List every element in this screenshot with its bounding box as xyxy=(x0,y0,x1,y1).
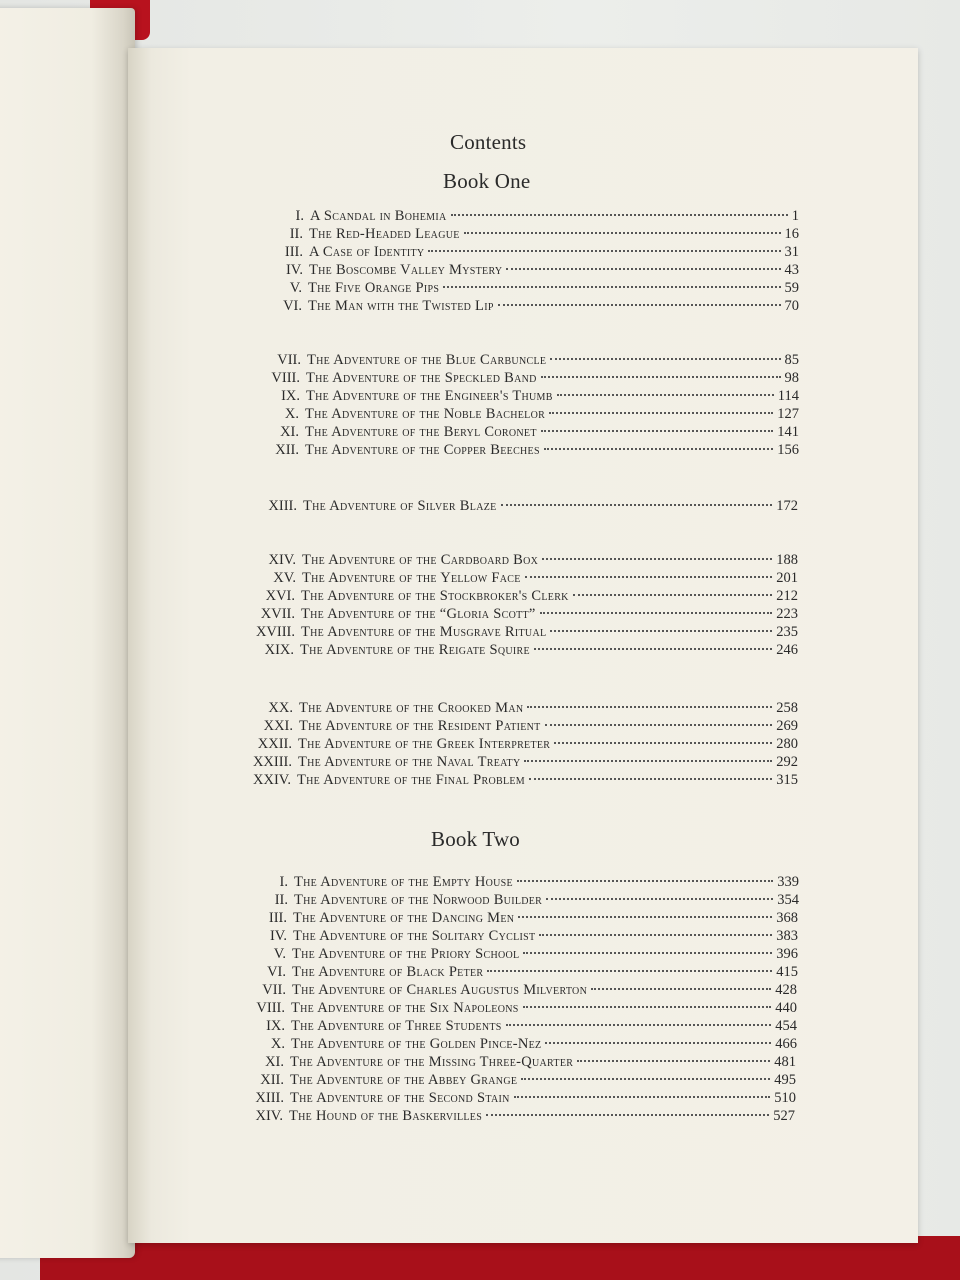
toc-dot-leader xyxy=(486,1114,769,1116)
toc-entry-page-number: 440 xyxy=(775,1000,797,1016)
toc-entry-page-number: 315 xyxy=(776,772,798,788)
toc-entry xyxy=(257,735,798,753)
toc-entry-page-number: 59 xyxy=(784,280,799,296)
toc-entry xyxy=(268,909,798,927)
toc-dot-leader xyxy=(525,576,773,578)
toc-entry-numeral: IX. xyxy=(281,388,300,404)
toc-entry xyxy=(266,1017,797,1035)
toc-dot-leader xyxy=(506,1024,772,1026)
toc-entry-page-number: 454 xyxy=(775,1018,797,1034)
toc-entry-title: The Boscombe Valley Mystery xyxy=(309,262,503,278)
toc-dot-leader xyxy=(428,250,780,252)
toc-dot-leader xyxy=(545,724,773,726)
toc-dot-leader xyxy=(550,630,772,632)
toc-entry-title: The Adventure of the Blue Carbuncle xyxy=(307,352,547,368)
toc-entry-numeral: IV. xyxy=(269,928,287,944)
toc-entry-page-number: 172 xyxy=(776,498,798,514)
toc-dot-leader xyxy=(546,898,773,900)
toc-entry-title: The Adventure of the Beryl Coronet xyxy=(305,424,537,440)
toc-dot-leader xyxy=(549,412,773,414)
toc-entry-numeral: XIV. xyxy=(255,1108,283,1124)
toc-entry-numeral: I. xyxy=(279,874,288,890)
toc-entry xyxy=(264,641,798,659)
toc-entry-numeral: X. xyxy=(284,406,299,422)
toc-entry-title: The Adventure of the Golden Pince-Nez xyxy=(291,1036,542,1052)
toc-entry xyxy=(271,369,799,387)
toc-entry xyxy=(270,1035,797,1053)
toc-entry-page-number: 16 xyxy=(784,226,799,242)
toc-entry xyxy=(273,945,798,963)
toc-entry-page-number: 269 xyxy=(776,718,798,734)
toc-entry-numeral: XXIV. xyxy=(253,772,291,788)
toc-dot-leader xyxy=(501,504,773,506)
toc-dot-leader xyxy=(545,1042,771,1044)
toc-entry-numeral: XIX. xyxy=(264,642,294,658)
toc-entry-page-number: 156 xyxy=(777,442,799,458)
toc-entry-numeral: XXIII. xyxy=(252,754,292,770)
toc-entry-page-number: 495 xyxy=(774,1072,796,1088)
toc-entry-title: The Adventure of the Six Napoleons xyxy=(291,1000,519,1016)
toc-entry-numeral: VII. xyxy=(262,982,286,998)
toc-entry xyxy=(255,623,798,641)
toc-entry-page-number: 280 xyxy=(776,736,798,752)
toc-entry xyxy=(289,279,799,297)
toc-entry-title: The Five Orange Pips xyxy=(308,280,440,296)
toc-entry-page-number: 396 xyxy=(776,946,798,962)
toc-dot-leader xyxy=(557,394,774,396)
toc-entry-title: The Adventure of the Empty House xyxy=(294,874,513,890)
toc-entry xyxy=(284,405,799,423)
toc-entry-numeral: III. xyxy=(268,910,287,926)
toc-entry xyxy=(255,1107,795,1125)
toc-entry-page-number: 510 xyxy=(774,1090,796,1106)
toc-entry-page-number: 383 xyxy=(776,928,798,944)
toc-entry-numeral: XIII. xyxy=(268,498,297,514)
toc-entry-page-number: 246 xyxy=(776,642,798,658)
toc-entry-title: The Adventure of the “Gloria Scott” xyxy=(301,606,536,622)
toc-entry xyxy=(274,891,799,909)
toc-entry-page-number: 223 xyxy=(776,606,798,622)
toc-entry xyxy=(283,297,799,315)
toc-entry xyxy=(263,717,798,735)
toc-entry xyxy=(268,699,798,717)
toc-entry xyxy=(284,243,799,261)
toc-dot-leader xyxy=(443,286,780,288)
book-one-heading: Book One xyxy=(443,169,531,193)
toc-entry-numeral: XII. xyxy=(260,1072,284,1088)
toc-entry xyxy=(285,261,799,279)
toc-entry-title: The Adventure of the Solitary Cyclist xyxy=(293,928,536,944)
toc-entry-title: The Adventure of the Norwood Builder xyxy=(294,892,543,908)
toc-entry xyxy=(281,387,799,405)
toc-entry-title: The Adventure of the Stockbroker's Clerk xyxy=(301,588,569,604)
toc-entry-title: The Adventure of the Reigate Squire xyxy=(300,642,530,658)
toc-entry-title: The Red-Headed League xyxy=(309,226,460,242)
toc-entry-title: A Scandal in Bohemia xyxy=(310,208,447,224)
toc-dot-leader xyxy=(591,988,771,990)
toc-entry-numeral: XVIII. xyxy=(255,624,295,640)
toc-entry-page-number: 339 xyxy=(777,874,799,890)
toc-dot-leader xyxy=(541,430,774,432)
toc-entry-numeral: V. xyxy=(273,946,286,962)
toc-entry xyxy=(289,225,799,243)
toc-entry-page-number: 98 xyxy=(784,370,799,386)
toc-entry xyxy=(255,1089,796,1107)
toc-dot-leader xyxy=(541,376,781,378)
toc-entry-numeral: II. xyxy=(289,226,303,242)
toc-entry-numeral: XI. xyxy=(265,1054,284,1070)
toc-entry-title: The Adventure of the Musgrave Ritual xyxy=(301,624,547,640)
toc-entry-numeral: VIII. xyxy=(271,370,300,386)
toc-entry-title: The Adventure of the Speckled Band xyxy=(306,370,537,386)
toc-entry-numeral: XIII. xyxy=(255,1090,284,1106)
toc-entry xyxy=(265,1053,796,1071)
toc-entry-page-number: 292 xyxy=(776,754,798,770)
toc-dot-leader xyxy=(542,558,772,560)
toc-entry-page-number: 43 xyxy=(784,262,799,278)
toc-entry-page-number: 1 xyxy=(791,208,799,224)
toc-entry xyxy=(265,587,798,605)
toc-entry-numeral: X. xyxy=(270,1036,285,1052)
toc-entry-numeral: VIII. xyxy=(256,1000,285,1016)
toc-dot-leader xyxy=(540,612,773,614)
left-page xyxy=(0,8,135,1258)
toc-entry-numeral: XXII. xyxy=(257,736,292,752)
toc-entry-page-number: 85 xyxy=(784,352,799,368)
toc-entry-page-number: 368 xyxy=(776,910,798,926)
toc-dot-leader xyxy=(544,448,773,450)
toc-entry xyxy=(268,497,798,515)
toc-entry-numeral: V. xyxy=(289,280,302,296)
toc-entry xyxy=(269,927,798,945)
toc-entry-title: The Man with the Twisted Lip xyxy=(308,298,494,314)
toc-entry-numeral: XVI. xyxy=(265,588,295,604)
toc-entry-numeral: XXI. xyxy=(263,718,293,734)
toc-entry-page-number: 235 xyxy=(776,624,798,640)
toc-entry-page-number: 114 xyxy=(777,388,799,404)
toc-entry-title: The Adventure of Three Students xyxy=(291,1018,502,1034)
contents-heading: Contents xyxy=(450,130,527,154)
toc-dot-leader xyxy=(464,232,781,234)
toc-entry-numeral: VII. xyxy=(277,352,301,368)
toc-entry xyxy=(256,999,797,1017)
toc-entry-title: The Hound of the Baskervilles xyxy=(289,1108,483,1124)
toc-entry-page-number: 127 xyxy=(777,406,799,422)
toc-entry-numeral: XV. xyxy=(273,570,296,586)
toc-entry xyxy=(260,1071,796,1089)
toc-dot-leader xyxy=(498,304,781,306)
toc-dot-leader xyxy=(573,594,773,596)
toc-entry xyxy=(262,981,797,999)
toc-dot-leader xyxy=(534,648,772,650)
toc-entry-title: The Adventure of the Greek Interpreter xyxy=(298,736,551,752)
toc-entry-title: The Adventure of the Final Problem xyxy=(297,772,525,788)
toc-entry-title: The Adventure of the Naval Treaty xyxy=(298,754,521,770)
toc-entry-title: The Adventure of the Resident Patient xyxy=(299,718,541,734)
toc-entry xyxy=(268,551,798,569)
toc-entry-numeral: II. xyxy=(274,892,288,908)
toc-dot-leader xyxy=(524,760,772,762)
toc-entry-numeral: XVII. xyxy=(260,606,295,622)
toc-entry-title: The Adventure of Black Peter xyxy=(292,964,484,980)
toc-entry-numeral: XX. xyxy=(268,700,293,716)
toc-dot-leader xyxy=(451,214,788,216)
toc-dot-leader xyxy=(523,1006,772,1008)
toc-entry xyxy=(267,963,798,981)
toc-dot-leader xyxy=(529,778,772,780)
toc-entry-page-number: 428 xyxy=(775,982,797,998)
toc-entry-numeral: VI. xyxy=(283,298,302,314)
toc-entry-title: The Adventure of the Priory School xyxy=(292,946,520,962)
toc-entry-numeral: XI. xyxy=(280,424,299,440)
toc-entry-numeral: III. xyxy=(284,244,303,260)
toc-entry-title: The Adventure of Silver Blaze xyxy=(303,498,497,514)
toc-entry-page-number: 31 xyxy=(784,244,799,260)
toc-dot-leader xyxy=(523,952,772,954)
toc-dot-leader xyxy=(577,1060,770,1062)
toc-entry xyxy=(295,207,799,225)
toc-entry-page-number: 354 xyxy=(777,892,799,908)
toc-entry-title: A Case of Identity xyxy=(309,244,425,260)
toc-dot-leader xyxy=(550,358,780,360)
toc-entry-page-number: 141 xyxy=(777,424,799,440)
toc-entry xyxy=(279,873,799,891)
toc-entry-page-number: 415 xyxy=(776,964,798,980)
toc-entry-numeral: IV. xyxy=(285,262,303,278)
toc-entry xyxy=(260,605,798,623)
toc-entry-numeral: VI. xyxy=(267,964,286,980)
toc-entry-title: The Adventure of the Copper Beeches xyxy=(305,442,540,458)
toc-dot-leader xyxy=(487,970,772,972)
toc-entry-numeral: IX. xyxy=(266,1018,285,1034)
toc-entry-title: The Adventure of Charles Augustus Milverton xyxy=(292,982,588,998)
toc-dot-leader xyxy=(539,934,772,936)
book-two-heading: Book Two xyxy=(431,827,521,851)
toc-entry-page-number: 70 xyxy=(784,298,799,314)
toc-entry xyxy=(277,351,799,369)
toc-entry-title: The Adventure of the Cardboard Box xyxy=(302,552,539,568)
toc-dot-leader xyxy=(527,706,772,708)
toc-entry-page-number: 188 xyxy=(776,552,798,568)
toc-entry-title: The Adventure of the Missing Three-Quarter xyxy=(290,1054,574,1070)
toc-entry xyxy=(280,423,799,441)
toc-dot-leader xyxy=(518,916,772,918)
toc-dot-leader xyxy=(514,1096,771,1098)
toc-dot-leader xyxy=(506,268,780,270)
toc-entry-title: The Adventure of the Second Stain xyxy=(290,1090,510,1106)
toc-entry-page-number: 481 xyxy=(774,1054,796,1070)
toc-dot-leader xyxy=(521,1078,770,1080)
toc-entry-page-number: 527 xyxy=(773,1108,795,1124)
toc-entry-title: The Adventure of the Yellow Face xyxy=(302,570,521,586)
toc-entry-title: The Adventure of the Engineer's Thumb xyxy=(306,388,553,404)
toc-entry xyxy=(275,441,799,459)
toc-dot-leader xyxy=(517,880,773,882)
toc-dot-leader xyxy=(554,742,772,744)
toc-entry xyxy=(253,771,798,789)
toc-entry-title: The Adventure of the Noble Bachelor xyxy=(305,406,546,422)
toc-entry-title: The Adventure of the Dancing Men xyxy=(293,910,515,926)
toc-entry-numeral: XII. xyxy=(275,442,299,458)
toc-entry-title: The Adventure of the Abbey Grange xyxy=(290,1072,518,1088)
toc-entry-page-number: 258 xyxy=(776,700,798,716)
toc-entry-title: The Adventure of the Crooked Man xyxy=(299,700,524,716)
toc-entry-page-number: 212 xyxy=(776,588,798,604)
toc-entry xyxy=(252,753,798,771)
toc-entry xyxy=(273,569,798,587)
toc-entry-page-number: 466 xyxy=(775,1036,797,1052)
toc-entry-numeral: I. xyxy=(295,208,304,224)
toc-entry-page-number: 201 xyxy=(776,570,798,586)
toc-entry-numeral: XIV. xyxy=(268,552,296,568)
